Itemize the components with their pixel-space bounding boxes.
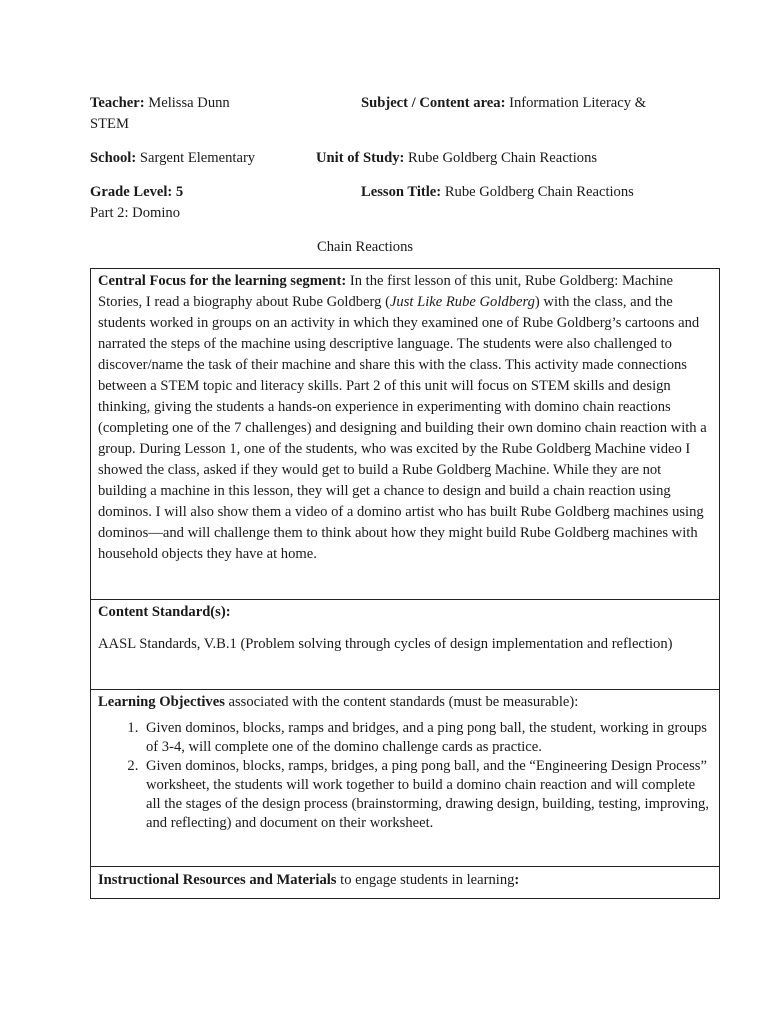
learning-objectives-list xyxy=(98,719,712,833)
lesson-title-value: Rube Goldberg Chain Reactions xyxy=(444,184,634,200)
central-focus-text xyxy=(98,271,712,565)
resources-heading xyxy=(98,870,712,891)
objective-item: 2. Given dominos, blocks, ramps, bridges, a ping pong ball, and the “Engineering Design Process” worksheet, the students will work together to build a domino chain reaction and will complete all the stages of the design process (brainstorming, drawing design, building, testing, improving, and reflecting) and document on their worksheet. xyxy=(142,757,712,833)
central-focus-text-2: ) with the class, and the students worked in groups on an activity in which they examined one of Rube Goldberg’s cartoons and narrated the steps of the machine using descriptive language. The students were also challenged to discover/name the task of their machine and share this with the class. This activity made connections between a STEM topic and literacy skills. Part 2 of this unit will focus on STEM skills and design thinking, giving the students a hands-on experience in experimenting with domino chain reactions (completing one of the 7 challenges) and designing and building their own domino chain reaction with a group. During Lesson 1, one of the students, who was excited by the Rube Goldberg Machine video I showed the class, asked if they would get to build a Rube Goldberg Machine. While they are not building a machine in this lesson, they will get a chance to design and build a chain reaction using dominos. I will also show them a video of a domino artist who has built Rube Goldberg machines using dominos—and will challenge them to think about how they might build Rube Goldberg machines with household objects they have at home. xyxy=(98,294,707,562)
lesson-title-field xyxy=(361,182,634,202)
content-standards-cell xyxy=(91,600,719,690)
unit-value: Rube Goldberg Chain Reactions xyxy=(408,150,598,166)
lesson-title-label: Lesson Title: xyxy=(361,184,442,200)
subject-label: Subject / Content area: xyxy=(361,95,506,111)
school-field xyxy=(90,148,255,168)
content-standards-label: Content Standard(s): xyxy=(98,604,231,620)
lesson-plan-table xyxy=(90,268,720,899)
resources-suffix: to engage students in learning xyxy=(336,872,515,888)
school-label: School: xyxy=(90,150,137,166)
learning-objectives-cell xyxy=(91,690,719,867)
unit-field xyxy=(316,148,597,168)
unit-label: Unit of Study: xyxy=(316,150,405,166)
lesson-title-continued-1: Part 2: Domino xyxy=(90,205,180,221)
teacher-value: Melissa Dunn xyxy=(148,95,230,111)
subject-value: Information Literacy & xyxy=(509,95,647,111)
book-title: Just Like Rube Goldberg xyxy=(389,294,535,310)
grade-label: Grade Level: 5 xyxy=(90,184,184,200)
teacher-label: Teacher: xyxy=(90,95,145,111)
lesson-title-continued-2: Chain Reactions xyxy=(317,239,414,255)
resources-label: Instructional Resources and Materials xyxy=(98,872,337,888)
teacher-field xyxy=(90,93,230,113)
grade-field xyxy=(90,182,183,202)
learning-objectives-heading xyxy=(98,692,712,713)
central-focus-cell xyxy=(91,269,719,600)
resources-colon: : xyxy=(514,872,520,888)
content-standards-text: AASL Standards, V.B.1 (Problem solving through cycles of design implementation and reflection) xyxy=(98,636,673,652)
school-value: Sargent Elementary xyxy=(139,150,256,166)
learning-objectives-suffix: associated with the content standards (must be measurable): xyxy=(224,694,579,710)
resources-cell xyxy=(91,867,719,898)
objective-item: 1. Given dominos, blocks, ramps and bridges, and a ping pong ball, the student, working in groups of 3-4, will complete one of the domino challenge cards as practice. xyxy=(142,719,712,757)
subject-value-continued: STEM xyxy=(90,116,129,132)
subject-field xyxy=(361,93,646,113)
central-focus-text-1: In the first lesson of this unit, Rube Goldberg: Machine Stories, I read a biography about Rube Goldberg ( xyxy=(98,273,674,310)
central-focus-label: Central Focus for the learning segment: xyxy=(98,273,347,289)
learning-objectives-label: Learning Objectives xyxy=(98,694,225,710)
